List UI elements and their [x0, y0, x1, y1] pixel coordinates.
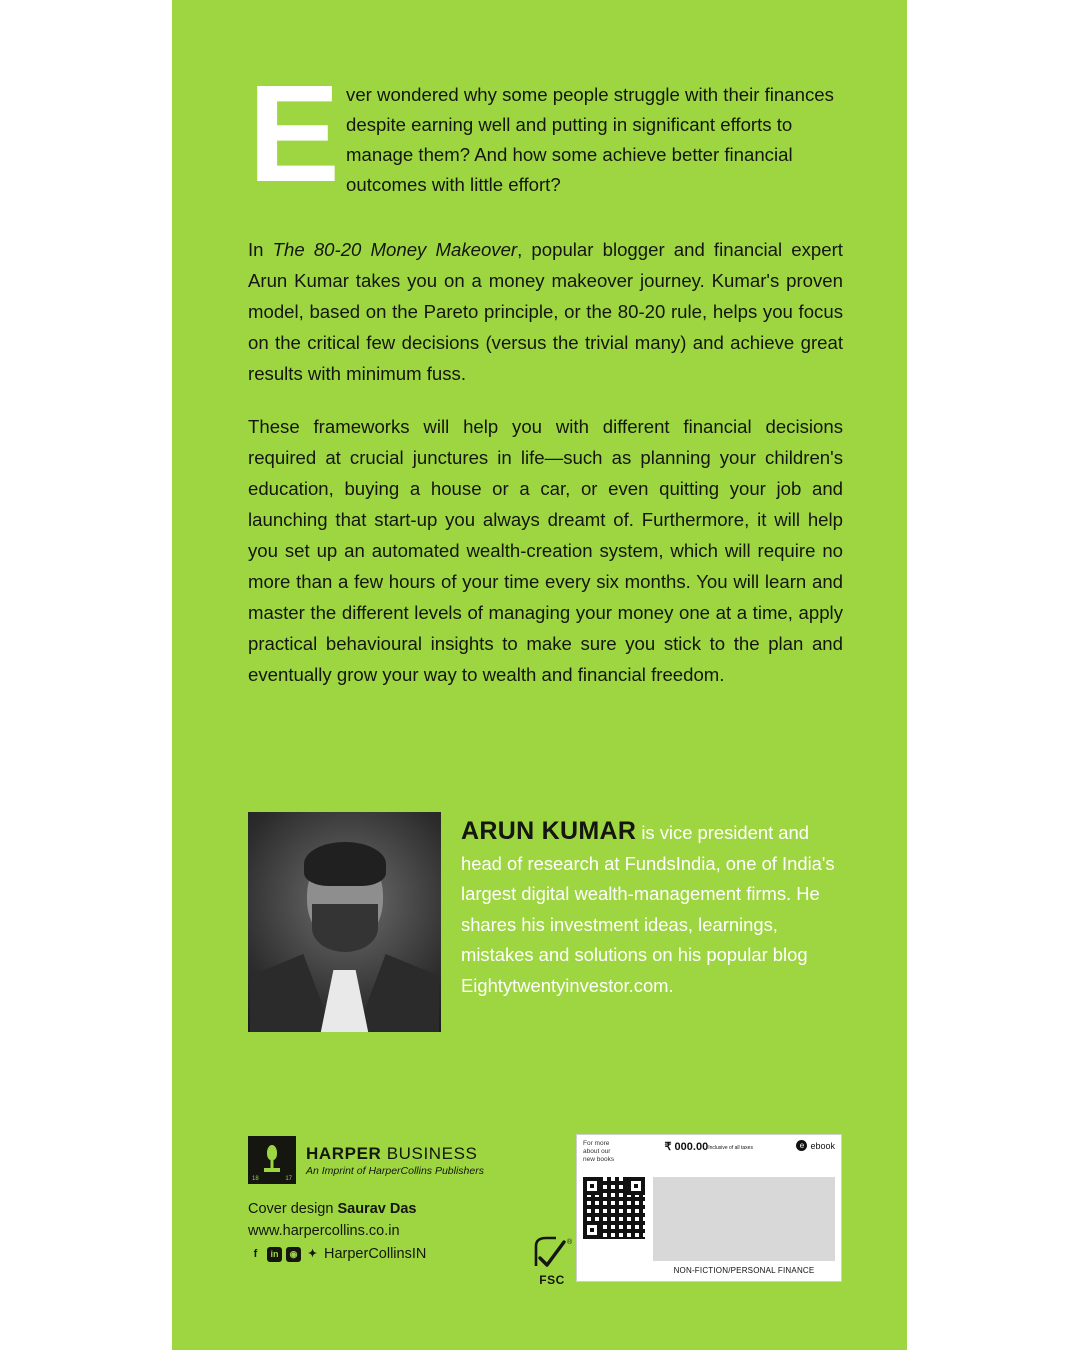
author-section — [248, 812, 848, 1032]
portrait-jacket-left — [250, 954, 336, 1032]
ebook-badge — [796, 1140, 835, 1151]
blurb-section — [248, 57, 843, 690]
publisher-name — [306, 1144, 484, 1164]
twitter-icon[interactable]: ✦ — [307, 1248, 318, 1260]
publisher-name-rest: BUSINESS — [381, 1143, 478, 1163]
barcode-panel-top-row — [577, 1135, 841, 1175]
price-note: Inclusive of all taxes — [708, 1145, 753, 1151]
publisher-name-bold: HARPER — [306, 1143, 382, 1163]
barcode-panel-body — [577, 1175, 841, 1279]
price-text — [627, 1140, 790, 1153]
author-name: ARUN KUMAR — [461, 817, 637, 845]
fsc-tree-checkmark-icon — [530, 1232, 574, 1272]
credits-block — [248, 1198, 558, 1265]
barcode-column — [653, 1175, 835, 1275]
blurb-opening-paragraph — [248, 57, 843, 211]
publisher-logo-row — [248, 1136, 558, 1184]
harper-torch-logo-icon — [248, 1136, 296, 1184]
qr-column — [583, 1175, 645, 1275]
blurb-paragraph-2-lead: In — [248, 239, 273, 260]
logo-year-right: 17 — [285, 1176, 292, 1182]
blurb-paragraph-2-rest: , popular blogger and financial expert Arun Kumar takes you on a money makeover journey. Kumar's proven model, based on the Pareto principle, or the 80-20 rule, helps you focus on the critical few decisions (versus the trivial many) and achieve great results with minimum fuss. — [248, 239, 843, 384]
qr-eye-top-left — [583, 1177, 601, 1195]
torch-graphic — [259, 1145, 285, 1175]
blurb-opening-text: ver wondered why some people struggle with their finances despite earning well and putting in significant efforts to manage them? And how some achieve better financial outcomes with little effort? — [346, 84, 834, 195]
instagram-icon[interactable]: ◉ — [286, 1247, 301, 1262]
publisher-imprint-line: An Imprint of HarperCollins Publishers — [306, 1164, 484, 1177]
cover-design-line — [248, 1198, 558, 1220]
isbn-barcode — [653, 1177, 835, 1261]
book-title-italic: The 80-20 Money Makeover — [272, 239, 518, 260]
social-handle[interactable]: HarperCollinsIN — [324, 1246, 427, 1262]
publisher-section — [248, 1136, 558, 1265]
price-value: ₹ 000.00 — [664, 1141, 709, 1153]
fsc-label: FSC — [539, 1273, 565, 1287]
torch-stem — [271, 1156, 274, 1168]
portrait-jacket-right — [353, 954, 439, 1032]
for-more-info-text: For more about our new books — [583, 1140, 615, 1163]
qr-code[interactable] — [583, 1177, 645, 1239]
ebook-label: ebook — [810, 1140, 835, 1151]
author-bio: is vice president and head of research at FundsIndia, one of India's largest digital wealth-management firms. He shares his investment ideas, learnings, mistakes and solutions on his popular blog Eightytwentyinvestor.com. — [461, 822, 835, 996]
barcode-panel — [576, 1134, 842, 1282]
cover-designer-name: Saurav Das — [337, 1201, 417, 1217]
logo-year-left: 18 — [252, 1176, 259, 1182]
author-bio-text — [461, 812, 848, 1032]
social-row — [248, 1243, 558, 1265]
fsc-registered-mark: ® — [567, 1239, 573, 1246]
publisher-website[interactable]: www.harpercollins.co.in — [248, 1223, 400, 1239]
category-label: NON-FICTION/PERSONAL FINANCE — [653, 1261, 835, 1275]
fsc-mark — [524, 1232, 580, 1287]
qr-eye-top-right — [627, 1177, 645, 1195]
publisher-name-block — [306, 1144, 484, 1177]
cover-design-label: Cover design — [248, 1201, 338, 1217]
blurb-paragraph-3: These frameworks will help you with different financial decisions required at crucial junctures in life—such as planning your children's education, buying a house or a car, or even quitting your job and launching that start-up you always dreamt of. Furthermore, it will help you set up an automated wealth-creation system, which will require no more than a few hours of your time every six months. You will learn and master the different levels of managing your money one at a time, apply practical behavioural insights to make sure you stick to the plan and eventually grow your way to wealth and financial freedom. — [248, 416, 843, 685]
linkedin-icon[interactable]: in — [267, 1247, 282, 1262]
cover-panel — [172, 0, 907, 1350]
torch-base — [264, 1168, 280, 1172]
ebook-icon: e — [796, 1140, 807, 1151]
portrait-hair — [304, 842, 386, 886]
drop-cap-letter: E — [248, 57, 339, 211]
portrait-beard — [312, 904, 378, 952]
author-photo — [248, 812, 441, 1032]
facebook-icon[interactable]: f — [253, 1248, 258, 1260]
qr-eye-bottom-left — [583, 1221, 601, 1239]
blurb-paragraph-2 — [248, 234, 843, 389]
